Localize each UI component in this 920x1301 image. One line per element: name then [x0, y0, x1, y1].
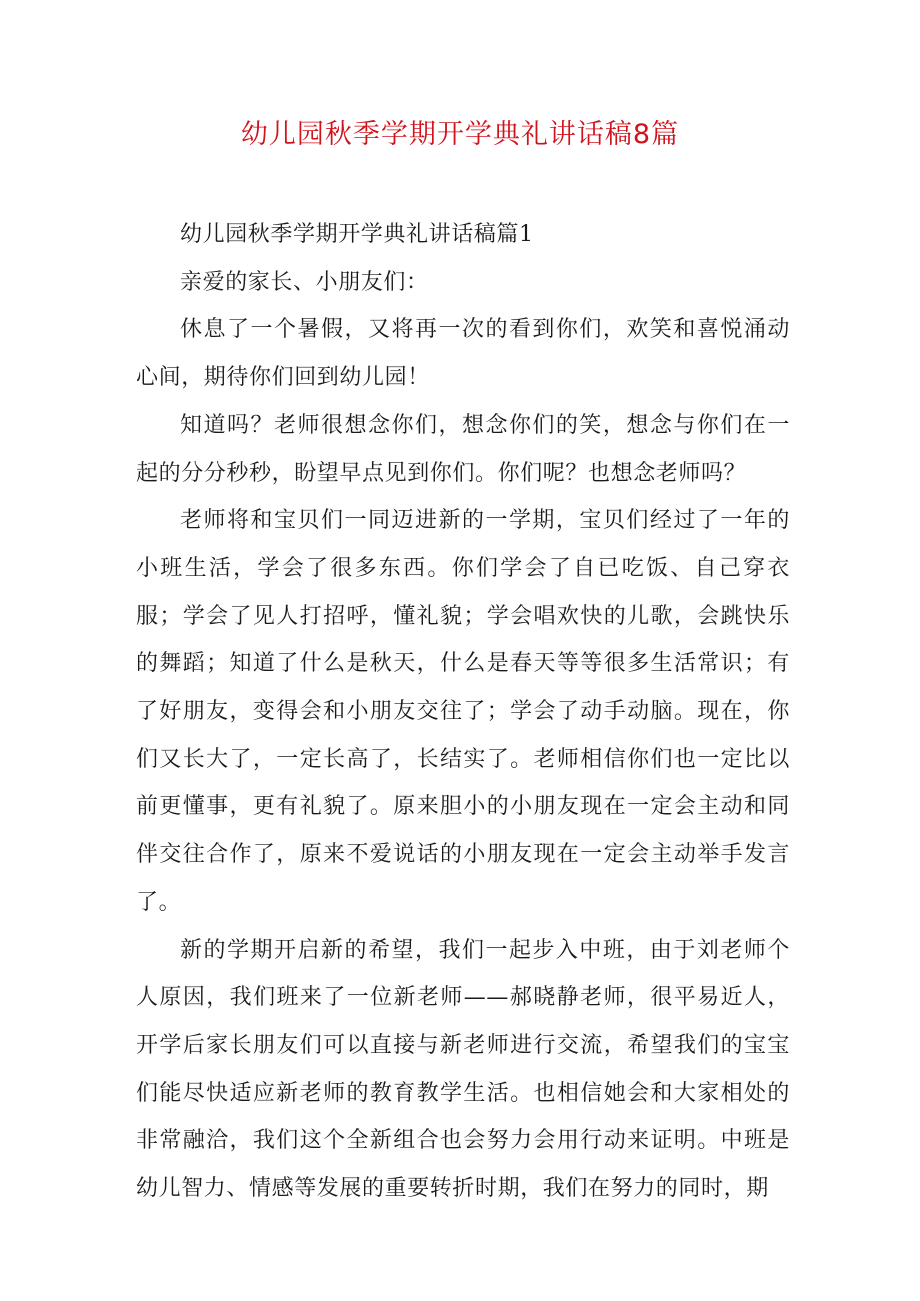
paragraph: 老师将和宝贝们一同迈进新的一学期，宝贝们经过了一年的小班生活，学会了很多东西。你们学会了自已吃饭、自己穿衣服；学会了见人打招呼，懂礼貌；学会唱欢快的儿歌，会跳快乐的舞蹈；知道了什么是秋天，什么是春天等等很多生活常识；有了好朋友，变得会和小朋友交往了；学会了动手动脑。现在，你们又长大了，一定长高了，长结实了。老师相信你们也一定比以前更懂事，更有礼貌了。原来胆小的小朋友现在一定会主动和同伴交往合作了，原来不爱说话的小朋友现在一定会主动举手发言了。	[136, 508, 790, 915]
paragraph: 休息了一个暑假，又将再一次的看到你们，欢笑和喜悦涌动心间，期待你们回到幼儿园！	[136, 317, 790, 391]
document-title: 幼儿园秋季学期开学典礼讲话稿8篇	[240, 119, 680, 150]
paragraph: 知道吗？老师很想念你们，想念你们的笑，想念与你们在一起的分分秒秒，盼望早点见到你们。你们呢？也想念老师吗？	[136, 412, 790, 486]
salutation: 亲爱的家长、小朋友们：	[180, 269, 429, 295]
paragraph: 新的学期开启新的希望，我们一起步入中班，由于刘老师个人原因，我们班来了一位新老师——郝晓静老师，很平易近人，开学后家长朋友们可以直接与新老师进行交流，希望我们的宝宝们能尽快适应新老师的教育教学生活。也相信她会和大家相处的非常融洽，我们这个全新组合也会努力会用行动来证明。中班是幼儿智力、情感等发展的重要转折时期，我们在努力的同时，期	[136, 937, 790, 1202]
section-heading: 幼儿园秋季学期开学典礼讲话稿篇1	[180, 222, 534, 247]
document-body	[136, 211, 790, 1213]
